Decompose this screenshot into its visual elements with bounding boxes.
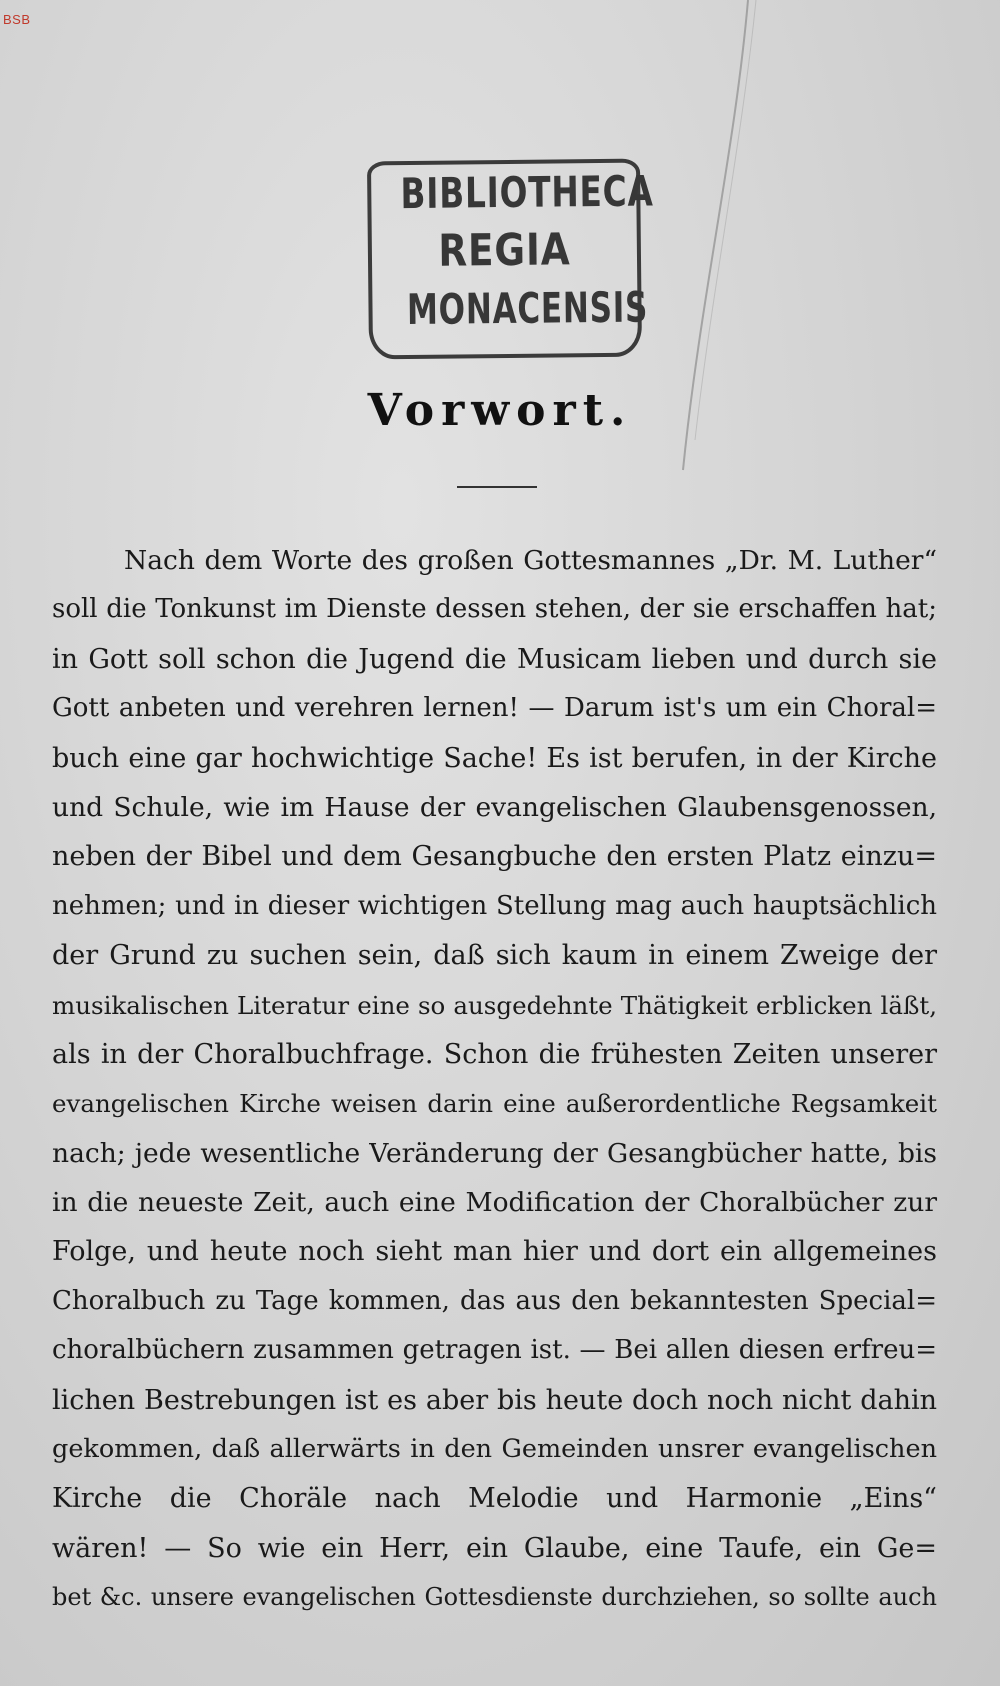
- text-line: Folge, und heute noch sieht man hier und dort ein allgemeines: [52, 1236, 937, 1268]
- text-line: gekommen, daß allerwärts in den Gemeinden unsrer evangelischen: [52, 1434, 937, 1465]
- text-line: bet &c. unsere evangelischen Gottesdienste durchziehen, so sollte auch: [52, 1583, 937, 1612]
- stamp-line-2: REGIA: [438, 224, 571, 277]
- text-line: nach; jede wesentliche Veränderung der Gesangbücher hatte, bis: [52, 1137, 937, 1169]
- text-line: buch eine gar hochwichtige Sache! Es ist berufen, in der Kirche: [52, 742, 937, 774]
- text-line: Choralbuch zu Tage kommen, das aus den bekanntesten Special=: [52, 1285, 937, 1316]
- text-line: evangelischen Kirche weisen darin eine außerordentliche Regsamkeit: [52, 1089, 937, 1119]
- text-line: musikalischen Literatur eine so ausgedehnte Thätigkeit erblicken läßt,: [52, 990, 937, 1020]
- stamp-line-3: MONACENSIS: [406, 282, 649, 335]
- text-line: der Grund zu suchen sein, daß sich kaum in einem Zweige der: [52, 940, 937, 972]
- body-text: [52, 536, 937, 1623]
- text-line: soll die Tonkunst im Dienste dessen stehen, der sie erschaffen hat;: [52, 594, 937, 625]
- title-divider: [457, 486, 537, 488]
- library-corner-label: BSB: [3, 12, 31, 27]
- text-line: lichen Bestrebungen ist es aber bis heute doch noch nicht dahin: [52, 1384, 937, 1416]
- text-line: in Gott soll schon die Jugend die Musicam lieben und durch sie: [52, 643, 937, 675]
- library-stamp: [367, 159, 654, 360]
- stamp-line-1: BIBLIOTHECA: [400, 166, 654, 219]
- text-line: als in der Choralbuchfrage. Schon die frühesten Zeiten unserer: [52, 1038, 937, 1070]
- text-line: nehmen; und in dieser wichtigen Stellung mag auch hauptsächlich: [52, 890, 937, 921]
- text-line: Kirche die Choräle nach Melodie und Harmonie „Eins“: [52, 1483, 937, 1515]
- page-title: Vorwort.: [367, 385, 633, 436]
- text-line: und Schule, wie im Hause der evangelischen Glaubensgenossen,: [52, 791, 937, 823]
- text-line: in die neueste Zeit, auch eine Modification der Choralbücher zur: [52, 1187, 937, 1219]
- text-line: choralbüchern zusammen getragen ist. — Bei allen diesen erfreu=: [52, 1335, 937, 1366]
- text-line: wären! — So wie ein Herr, ein Glaube, eine Taufe, ein Ge=: [52, 1532, 937, 1564]
- text-line: neben der Bibel und dem Gesangbuche den ersten Platz einzu=: [52, 841, 937, 873]
- text-line: Gott anbeten und verehren lernen! — Darum ist's um ein Choral=: [52, 693, 937, 724]
- text-line: Nach dem Worte des großen Gottesmannes „Dr. M. Luther“: [124, 545, 937, 576]
